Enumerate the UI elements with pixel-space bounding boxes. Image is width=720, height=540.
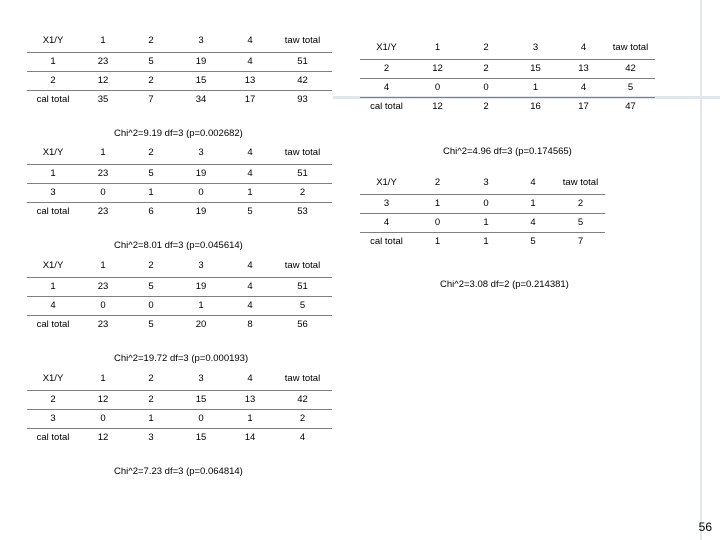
table-cell: 2 — [273, 183, 332, 202]
header-cell: 1 — [100, 147, 106, 159]
table-cell: 0 — [413, 78, 462, 97]
table-cell: 17 — [561, 97, 606, 116]
table-cell: cal total — [27, 428, 79, 447]
table-cell: 4 — [510, 213, 556, 232]
page-number: 56 — [698, 520, 712, 534]
chi-square-result: Chi^2=3.08 df=2 (p=0.214381) — [440, 279, 569, 290]
table-cell: 15 — [175, 428, 227, 447]
table-cell: 51 — [273, 164, 332, 183]
table-row — [27, 409, 332, 428]
header-cell: 2 — [148, 147, 154, 159]
table-cell: 1 — [127, 409, 175, 428]
table-cell: 2 — [27, 390, 79, 409]
contingency-table — [360, 37, 655, 116]
header-cell: 3 — [483, 177, 489, 189]
table-cell: 19 — [175, 277, 227, 296]
table-cell: 53 — [273, 202, 332, 221]
contingency-table — [27, 255, 332, 334]
table-cell: 0 — [413, 213, 462, 232]
header-cell: taw total — [284, 260, 321, 272]
table-cell: 23 — [79, 315, 127, 334]
table-cell: 8 — [227, 315, 273, 334]
table-cell: 5 — [227, 202, 273, 221]
table-cell: 42 — [606, 59, 655, 78]
header-cell: taw total — [284, 373, 321, 385]
header-cell: 2 — [148, 35, 154, 47]
table-row — [27, 71, 332, 90]
header-cell: 2 — [483, 42, 489, 54]
table-row — [360, 97, 655, 116]
table-cell: 12 — [413, 59, 462, 78]
table-cell: 0 — [175, 409, 227, 428]
table-cell: cal total — [27, 315, 79, 334]
table-cell: 1 — [413, 194, 462, 213]
table-cell: 4 — [227, 52, 273, 71]
table-cell: 34 — [175, 90, 227, 109]
header-cell: 2 — [434, 177, 441, 189]
table-cell: 1 — [510, 194, 556, 213]
header-cell: X1/Y — [42, 147, 64, 159]
table-header-row — [27, 255, 332, 277]
header-cell: 4 — [247, 147, 253, 159]
header-cell: X1/Y — [42, 373, 64, 385]
header-cell: X1/Y — [42, 35, 64, 47]
table-cell: 12 — [79, 390, 127, 409]
table-cell: 4 — [227, 296, 273, 315]
table-cell: 1 — [27, 52, 79, 71]
table-cell: 20 — [175, 315, 227, 334]
header-cell: 3 — [198, 35, 204, 47]
table-cell: cal total — [360, 232, 413, 251]
header-cell: 3 — [198, 147, 204, 159]
table-header-row — [360, 37, 655, 59]
header-cell: 4 — [530, 177, 536, 189]
table-row — [360, 232, 605, 251]
table-cell: 4 — [360, 78, 413, 97]
table-cell: 1 — [175, 296, 227, 315]
header-cell: 2 — [148, 373, 154, 385]
table-cell: 4 — [227, 277, 273, 296]
table-row — [360, 213, 605, 232]
table-cell: 5 — [127, 277, 175, 296]
table-cell: 1 — [413, 232, 462, 251]
contingency-table — [360, 172, 605, 251]
table-cell: 14 — [227, 428, 273, 447]
table-cell: 93 — [273, 90, 332, 109]
header-cell: X1/Y — [376, 177, 397, 189]
table-cell: 4 — [360, 213, 413, 232]
table-cell: 13 — [561, 59, 606, 78]
table-cell: 4 — [227, 164, 273, 183]
table-cell: 2 — [360, 59, 413, 78]
header-cell: taw total — [612, 42, 649, 54]
table-row — [27, 202, 332, 221]
contingency-table — [27, 142, 332, 221]
table-cell: 1 — [227, 409, 273, 428]
table-cell: 1 — [27, 277, 79, 296]
header-cell: taw total — [562, 177, 599, 189]
header-cell: taw total — [284, 147, 321, 159]
table-row — [360, 59, 655, 78]
table-cell: 23 — [79, 52, 127, 71]
table-cell: 47 — [606, 97, 655, 116]
table-cell: cal total — [27, 202, 79, 221]
header-cell: 4 — [247, 35, 253, 47]
table-cell: 15 — [510, 59, 561, 78]
table-row — [27, 390, 332, 409]
table-cell: 2 — [127, 71, 175, 90]
table-cell: 17 — [227, 90, 273, 109]
table-cell: 3 — [127, 428, 175, 447]
table-cell: 51 — [273, 52, 332, 71]
table-cell: 23 — [79, 202, 127, 221]
table-cell: 35 — [79, 90, 127, 109]
table-cell: 42 — [273, 390, 332, 409]
table-cell: 23 — [79, 164, 127, 183]
table-header-row — [27, 142, 332, 164]
table-cell: 7 — [127, 90, 175, 109]
header-cell: taw total — [284, 35, 321, 47]
table-cell: 2 — [273, 409, 332, 428]
table-header-row — [27, 30, 332, 52]
table-cell: 1 — [510, 78, 561, 97]
table-row — [27, 52, 332, 71]
table-cell: 13 — [227, 71, 273, 90]
table-row — [360, 78, 655, 97]
table-cell: 1 — [127, 183, 175, 202]
table-cell: 0 — [79, 409, 127, 428]
chi-square-result: Chi^2=7.23 df=3 (p=0.064814) — [114, 466, 243, 477]
table-cell: 0 — [79, 296, 127, 315]
table-cell: 15 — [175, 390, 227, 409]
chi-square-result: Chi^2=4.96 df=3 (p=0.174565) — [443, 146, 572, 157]
table-cell: 0 — [79, 183, 127, 202]
table-cell: 15 — [175, 71, 227, 90]
table-cell: 5 — [127, 52, 175, 71]
table-cell: 2 — [462, 59, 510, 78]
table-cell: 5 — [273, 296, 332, 315]
table-cell: 2 — [556, 194, 605, 213]
table-cell: 0 — [175, 183, 227, 202]
table-cell: cal total — [360, 97, 413, 116]
header-cell: 4 — [247, 260, 253, 272]
chi-square-result: Chi^2=8.01 df=3 (p=0.045614) — [114, 240, 243, 251]
contingency-table — [27, 368, 332, 447]
table-cell: 51 — [273, 277, 332, 296]
table-cell: 5 — [606, 78, 655, 97]
table-cell: 19 — [175, 52, 227, 71]
table-cell: 2 — [462, 97, 510, 116]
chi-square-result: Chi^2=19.72 df=3 (p=0.000193) — [114, 353, 249, 364]
table-cell: cal total — [27, 90, 79, 109]
header-cell: X1/Y — [376, 42, 397, 54]
decorative-line — [700, 0, 702, 540]
table-cell: 12 — [79, 428, 127, 447]
table-cell: 2 — [127, 390, 175, 409]
table-row — [27, 296, 332, 315]
header-cell: 3 — [198, 373, 204, 385]
table-cell: 5 — [127, 315, 175, 334]
table-cell: 12 — [79, 71, 127, 90]
table-cell: 1 — [462, 232, 510, 251]
header-cell: 1 — [100, 35, 106, 47]
table-cell: 1 — [27, 164, 79, 183]
table-cell: 3 — [27, 409, 79, 428]
table-cell: 5 — [127, 164, 175, 183]
table-cell: 2 — [27, 71, 79, 90]
table-cell: 0 — [127, 296, 175, 315]
header-cell: X1/Y — [42, 260, 64, 272]
header-cell: 2 — [148, 260, 154, 272]
table-cell: 3 — [360, 194, 413, 213]
table-header-row — [27, 368, 332, 390]
table-row — [27, 183, 332, 202]
table-cell: 1 — [462, 213, 510, 232]
table-cell: 0 — [462, 194, 510, 213]
table-row — [360, 194, 605, 213]
header-cell: 4 — [580, 42, 587, 54]
header-cell: 3 — [198, 260, 204, 272]
header-cell: 1 — [100, 260, 106, 272]
table-header-row — [360, 172, 605, 194]
table-cell: 4 — [27, 296, 79, 315]
table-row — [27, 277, 332, 296]
table-row — [27, 90, 332, 109]
table-cell: 3 — [27, 183, 79, 202]
table-cell: 1 — [227, 183, 273, 202]
table-cell: 19 — [175, 202, 227, 221]
table-cell: 23 — [79, 277, 127, 296]
contingency-table — [27, 30, 332, 109]
table-row — [27, 164, 332, 183]
table-cell: 5 — [510, 232, 556, 251]
table-cell: 5 — [556, 213, 605, 232]
table-cell: 7 — [556, 232, 605, 251]
table-cell: 56 — [273, 315, 332, 334]
chi-square-result: Chi^2=9.19 df=3 (p=0.002682) — [114, 128, 243, 139]
table-cell: 12 — [413, 97, 462, 116]
table-cell: 19 — [175, 164, 227, 183]
table-cell: 42 — [273, 71, 332, 90]
table-cell: 0 — [462, 78, 510, 97]
table-row — [27, 315, 332, 334]
header-cell: 4 — [247, 373, 253, 385]
header-cell: 1 — [100, 373, 106, 385]
header-cell: 1 — [434, 42, 441, 54]
table-cell: 4 — [273, 428, 332, 447]
header-cell: 3 — [532, 42, 539, 54]
table-cell: 13 — [227, 390, 273, 409]
table-cell: 6 — [127, 202, 175, 221]
table-cell: 4 — [561, 78, 606, 97]
table-row — [27, 428, 332, 447]
table-cell: 16 — [510, 97, 561, 116]
